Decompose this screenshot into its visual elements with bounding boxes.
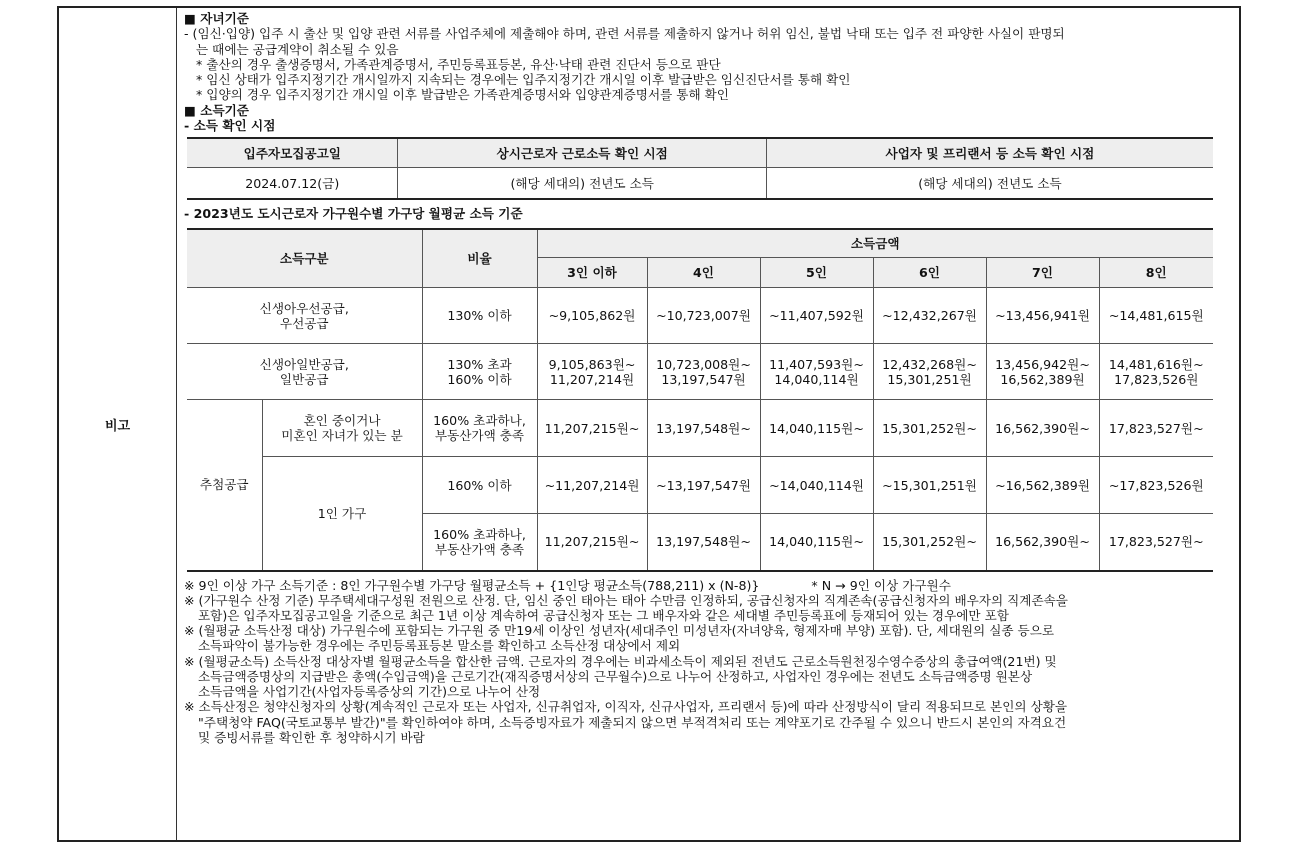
table-cell: ~14,481,615원 bbox=[1099, 288, 1213, 344]
table-cell: ~16,562,389원 bbox=[986, 457, 1099, 514]
col-header-size: 3인 이하 bbox=[537, 258, 647, 288]
col-header-size: 7인 bbox=[986, 258, 1099, 288]
table-cell: ~14,040,114원 bbox=[760, 457, 873, 514]
table-cell: ~17,823,526원 bbox=[1099, 457, 1213, 514]
table-cell: ~15,301,251원 bbox=[873, 457, 986, 514]
col-header-size: 4인 bbox=[647, 258, 760, 288]
note-item-cont: 소득파악이 불가능한 경우에는 주민등록표등본 말소를 확인하고 소득산정 대상에서 제외 bbox=[198, 638, 681, 654]
row-ratio: 160% 초과하나, 부동산가액 충족 bbox=[422, 514, 537, 571]
income-standard-subheading: - 2023년도 도시근로자 가구원수별 가구당 월평균 소득 기준 bbox=[184, 206, 523, 222]
table-cell: 17,823,527원~ bbox=[1099, 514, 1213, 571]
table-header: 입주자모집공고일 bbox=[187, 138, 398, 168]
row-sublabel-single: 1인 가구 bbox=[262, 457, 422, 571]
note-item: ※ (월평균소득) 소득산정 대상자별 월평균소득을 합산한 금액. 근로자의 경우에는 비과세소득이 제외된 전년도 근로소득원천징수영수증상의 총급여액(21번) 및 bbox=[184, 653, 1057, 669]
col-header-category: 소득구분 bbox=[187, 229, 422, 288]
table-cell: 15,301,252원~ bbox=[873, 400, 986, 457]
income-check-time-table bbox=[187, 137, 1213, 200]
table-cell: 13,197,548원~ bbox=[647, 400, 760, 457]
table-cell: 16,562,390원~ bbox=[986, 400, 1099, 457]
table-cell: 15,301,252원~ bbox=[873, 514, 986, 571]
table-header: 상시근로자 근로소득 확인 시점 bbox=[398, 138, 766, 168]
note-item: ※ 9인 이상 가구 소득기준 : 8인 가구원수별 가구당 월평균소득 + {1인당 평균소득(788,211) x (N-8)} * N → 9인 이상 가구원수 bbox=[184, 577, 951, 593]
child-criteria-text-cont: 는 때에는 공급계약이 취소될 수 있음 bbox=[196, 41, 399, 57]
table-cell: ~11,407,592원 bbox=[760, 288, 873, 344]
note-item-cont: 포함)은 입주자모집공고일을 기준으로 최근 1년 이상 계속하여 공급신청자 또는 그 배우자와 같은 세대별 주민등록표에 등재되어 있는 경우에만 포함 bbox=[198, 608, 1009, 624]
row-label-general: 신생아일반공급, 일반공급 bbox=[187, 344, 422, 400]
col-header-size: 6인 bbox=[873, 258, 986, 288]
income-criteria-heading: ■ 소득기준 bbox=[184, 102, 249, 118]
row-sublabel-married: 혼인 중이거나 미혼인 자녀가 있는 분 bbox=[262, 400, 422, 457]
remarks-box bbox=[57, 6, 1241, 842]
note-item-cont: 및 증빙서류를 확인한 후 청약하시기 바람 bbox=[198, 729, 425, 745]
table-cell: (해당 세대의) 전년도 소득 bbox=[766, 168, 1213, 200]
table-cell: ~12,432,267원 bbox=[873, 288, 986, 344]
table-cell: 12,432,268원~ 15,301,251원 bbox=[873, 344, 986, 400]
child-criteria-bullet: * 출산의 경우 출생증명서, 가족관계증명서, 주민등록표등본, 유산·낙태 관련 진단서 등으로 판단 bbox=[196, 56, 721, 72]
table-cell: ~11,207,214원 bbox=[537, 457, 647, 514]
row-ratio: 160% 초과하나, 부동산가액 충족 bbox=[422, 400, 537, 457]
note-item: ※ (월평균 소득산정 대상) 가구원수에 포함되는 가구원 중 만19세 이상인 성년자(세대주인 미성년자(자녀양육, 형제자매 부양) 포함). 단, 세대원의 실종 등으로 bbox=[184, 623, 1055, 639]
table-cell: 11,207,215원~ bbox=[537, 514, 647, 571]
row-ratio: 160% 이하 bbox=[422, 457, 537, 514]
col-header-ratio: 비율 bbox=[422, 229, 537, 288]
table-cell: (해당 세대의) 전년도 소득 bbox=[398, 168, 766, 200]
note-item-cont: "주택청약 FAQ(국토교통부 발간)"를 확인하여야 하며, 소득증빙자료가 제출되지 않으면 부적격처리 또는 계약포기로 간주될 수 있으니 반드시 본인의 자격요건 bbox=[198, 714, 1067, 730]
income-standard-table bbox=[187, 228, 1213, 572]
remarks-content bbox=[184, 11, 1234, 745]
row-ratio: 130% 초과 160% 이하 bbox=[422, 344, 537, 400]
table-header: 사업자 및 프리랜서 등 소득 확인 시점 bbox=[766, 138, 1213, 168]
table-cell: 14,040,115원~ bbox=[760, 400, 873, 457]
table-cell: 16,562,390원~ bbox=[986, 514, 1099, 571]
note-item-cont: 소득금액을 사업기간(사업자등록증상의 기간)으로 나누어 산정 bbox=[198, 684, 541, 700]
remarks-label: 비고 bbox=[59, 8, 177, 840]
table-cell: 13,197,548원~ bbox=[647, 514, 760, 571]
table-cell: ~13,456,941원 bbox=[986, 288, 1099, 344]
table-cell: ~10,723,007원 bbox=[647, 288, 760, 344]
table-cell: 11,207,215원~ bbox=[537, 400, 647, 457]
note-item-cont: 소득금액증명상의 지급받은 총액(수입금액)을 근로기간(재직증명서상의 근무월수)으로 나누어 산정하고, 사업자인 경우에는 전년도 소득금액증명 원본상 bbox=[198, 668, 1033, 684]
table-cell: 17,823,527원~ bbox=[1099, 400, 1213, 457]
child-criteria-bullet: * 임신 상태가 입주지정기간 개시일까지 지속되는 경우에는 입주지정기간 개시일 이후 발급받은 임신진단서를 통해 확인 bbox=[196, 72, 851, 88]
table-cell: 11,407,593원~ 14,040,114원 bbox=[760, 344, 873, 400]
note-item: ※ (가구원수 산정 기준) 무주택세대구성원 전원으로 산정. 단, 임신 중인 태아는 태아 수만큼 인정하되, 공급신청자의 직계존속(공급신청자의 배우자의 직계존속을 bbox=[184, 592, 1068, 608]
table-cell: ~9,105,862원 bbox=[537, 288, 647, 344]
table-cell: 14,481,616원~ 17,823,526원 bbox=[1099, 344, 1213, 400]
row-ratio: 130% 이하 bbox=[422, 288, 537, 344]
table-cell: ~13,197,547원 bbox=[647, 457, 760, 514]
child-criteria-bullet: * 입양의 경우 입주지정기간 개시일 이후 발급받은 가족관계증명서와 입양관계증명서를 통해 확인 bbox=[196, 87, 729, 103]
note-item: ※ 소득산정은 청약신청자의 상황(계속적인 근로자 또는 사업자, 신규취업자, 이직자, 신규사업자, 프리랜서 등)에 따라 산정방식이 달리 적용되므로 본인의 상황을 bbox=[184, 699, 1068, 715]
income-check-time-subheading: - 소득 확인 시점 bbox=[184, 118, 276, 134]
table-cell: 13,456,942원~ 16,562,389원 bbox=[986, 344, 1099, 400]
col-header-amount: 소득금액 bbox=[537, 229, 1213, 258]
row-label-lottery: 추첨공급 bbox=[187, 400, 262, 571]
table-cell: 2024.07.12(금) bbox=[187, 168, 398, 200]
notes bbox=[184, 578, 1234, 745]
table-cell: 10,723,008원~ 13,197,547원 bbox=[647, 344, 760, 400]
child-criteria-heading: ■ 자녀기준 bbox=[184, 11, 249, 26]
col-header-size: 8인 bbox=[1099, 258, 1213, 288]
table-cell: 14,040,115원~ bbox=[760, 514, 873, 571]
child-criteria-text: - (임신·입양) 입주 시 출산 및 입양 관련 서류를 사업주체에 제출해야 하며, 관련 서류를 제출하지 않거나 허위 임신, 불법 낙태 또는 입주 전 파양한 사실이 판명되 bbox=[184, 26, 1065, 42]
col-header-size: 5인 bbox=[760, 258, 873, 288]
row-label-priority: 신생아우선공급, 우선공급 bbox=[187, 288, 422, 344]
table-cell: 9,105,863원~ 11,207,214원 bbox=[537, 344, 647, 400]
